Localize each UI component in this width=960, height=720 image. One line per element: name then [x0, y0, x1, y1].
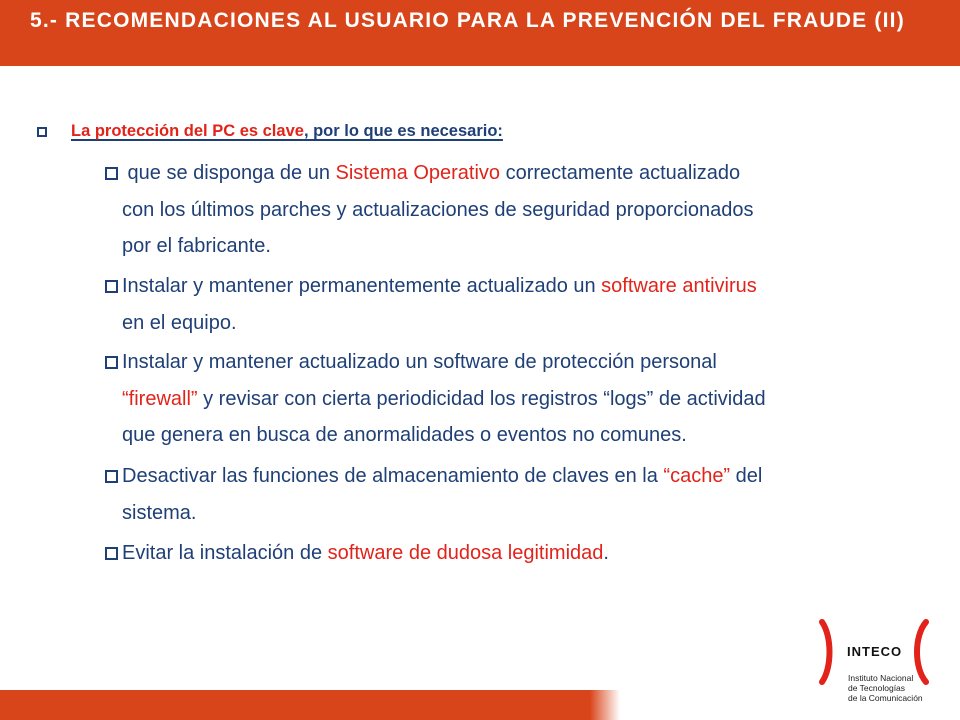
footer-fade — [590, 690, 620, 720]
item-text: que se disponga de un — [122, 162, 336, 184]
item-text: Instalar y mantener actualizado un software de protección personal — [122, 351, 717, 373]
inteco-logo-icon — [818, 618, 958, 718]
item-text: en el equipo. — [122, 311, 237, 334]
main-bullet-rest: , por lo que es necesario: — [303, 122, 503, 140]
item-text: del — [730, 465, 763, 487]
item-text: con los últimos parches y actualizaciones de seguridad proporcionados — [122, 198, 754, 221]
list-item — [105, 268, 905, 341]
checkbox-bullet-icon — [105, 280, 118, 293]
checkbox-bullet-icon — [37, 127, 47, 137]
list-item — [105, 458, 905, 531]
slide-title: 5.- RECOMENDACIONES AL USUARIO PARA LA PREVENCIÓN DEL FRAUDE (II) — [30, 9, 905, 32]
item-text: Instalar y mantener permanentemente actualizado un — [122, 275, 602, 297]
main-bullet — [37, 122, 503, 141]
item-text: por el fabricante. — [122, 235, 271, 257]
logo-subtitle — [848, 673, 923, 703]
item-highlight: software antivirus — [601, 275, 757, 297]
item-text: y revisar con cierta periodicidad los registros “logs” de actividad — [197, 387, 766, 410]
checkbox-bullet-icon — [105, 470, 118, 483]
list-item — [105, 155, 905, 265]
logo-line: de la Comunicación — [848, 693, 923, 703]
item-highlight: “firewall” — [122, 387, 198, 410]
item-text: sistema. — [122, 501, 197, 524]
logo-name: INTECO — [847, 644, 903, 659]
list-item — [105, 535, 905, 572]
checkbox-bullet-icon — [105, 167, 118, 180]
list-item — [105, 344, 905, 454]
item-highlight: Sistema Operativo — [335, 162, 501, 184]
item-text: correctamente actualizado — [500, 162, 741, 184]
item-text: . — [603, 542, 609, 564]
main-bullet-text — [71, 122, 503, 140]
checkbox-bullet-icon — [105, 356, 118, 369]
item-highlight: “cache” — [663, 465, 731, 487]
logo-line: Instituto Nacional — [848, 673, 914, 683]
footer-bar — [0, 690, 600, 720]
logo-line: de Tecnologías — [848, 683, 906, 693]
item-text: Desactivar las funciones de almacenamiento de claves en la — [122, 465, 664, 487]
item-highlight: software de dudosa legitimidad — [327, 542, 604, 564]
item-text: Evitar la instalación de — [122, 542, 328, 564]
item-text: que genera en busca de anormalidades o eventos no comunes. — [122, 424, 687, 446]
checkbox-bullet-icon — [105, 547, 118, 560]
main-bullet-highlight: La protección del PC es clave — [71, 122, 304, 140]
